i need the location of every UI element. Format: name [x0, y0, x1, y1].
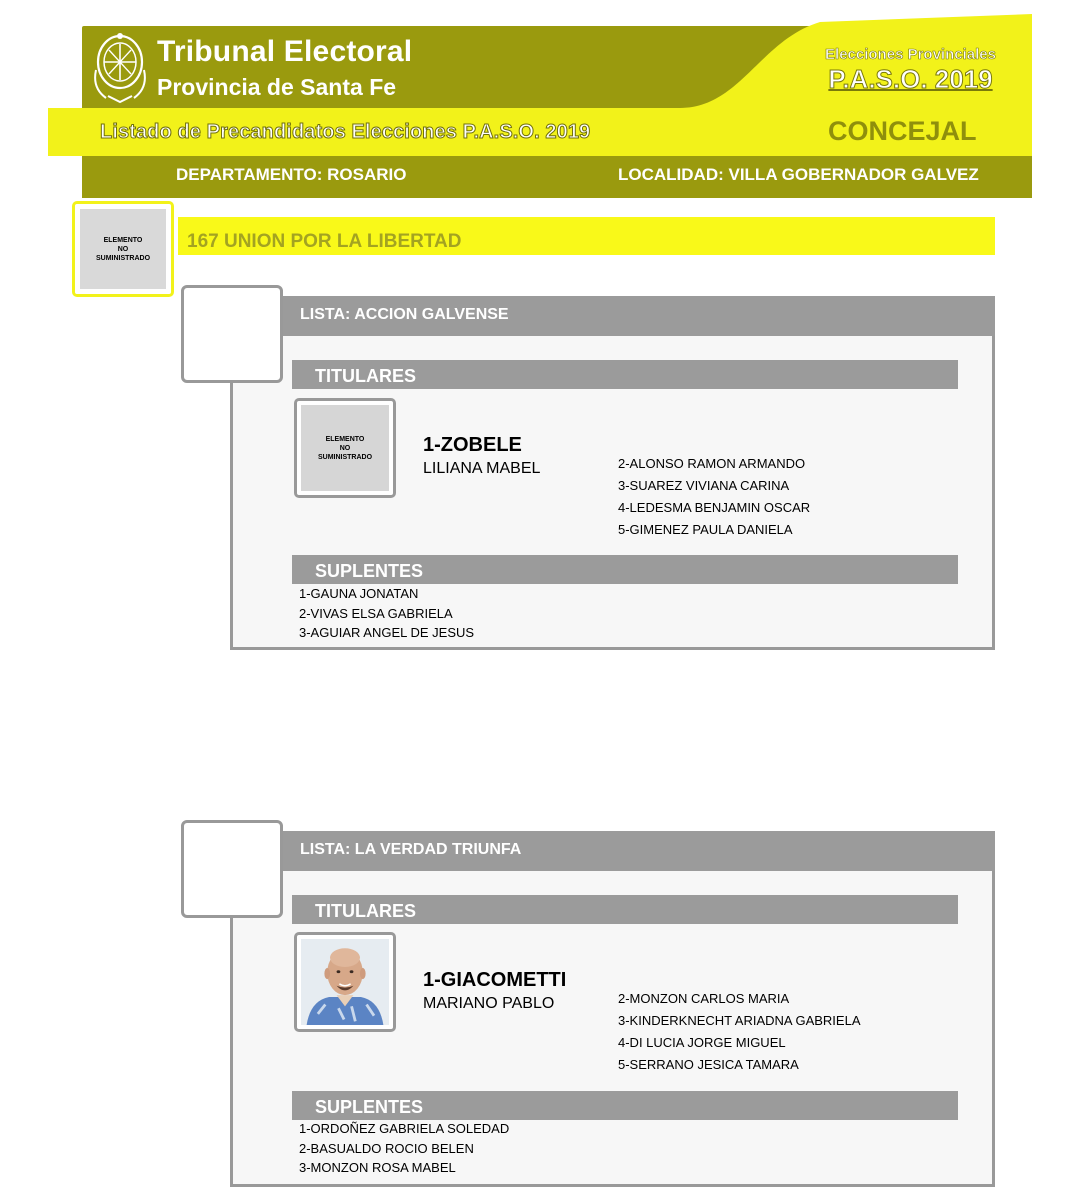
placeholder-text: NO	[117, 245, 129, 253]
candidate-photo-placeholder	[301, 405, 389, 491]
candidate-item: 4-DI LUCIA JORGE MIGUEL	[618, 1035, 786, 1050]
titulares-label: TITULARES	[315, 366, 416, 386]
list-logo	[181, 820, 283, 918]
party-name: 167 UNION POR LA LIBERTAD	[187, 231, 462, 252]
list-title: LISTA: LA VERDAD TRIUNFA	[300, 841, 522, 858]
localidad-label: LOCALIDAD: VILLA GOBERNADOR GALVEZ	[618, 165, 979, 184]
suplentes-label: SUPLENTES	[315, 1097, 424, 1117]
candidate-item: 5-SERRANO JESICA TAMARA	[618, 1057, 799, 1072]
suplente-item: 1-GAUNA JONATAN	[299, 586, 419, 601]
candidate-item: 3-KINDERKNECHT ARIADNA GABRIELA	[618, 1013, 861, 1028]
candidate-portrait-photo	[301, 939, 389, 1025]
org-name: Tribunal Electoral	[157, 35, 413, 68]
list-title: LISTA: ACCION GALVENSE	[300, 306, 509, 323]
suplente-item: 3-MONZON ROSA MABEL	[299, 1160, 456, 1175]
document-subtitle: Listado de Precandidatos Elecciones P.A.S.O. 2019	[100, 121, 591, 143]
titulares-label: TITULARES	[315, 901, 416, 921]
province-name: Provincia de Santa Fe	[157, 74, 397, 100]
head-candidate-given-name: LILIANA MABEL	[423, 460, 541, 477]
candidate-item: 2-ALONSO RAMON ARMANDO	[618, 456, 806, 471]
suplentes-label: SUPLENTES	[315, 561, 424, 581]
candidate-item: 5-GIMENEZ PAULA DANIELA	[618, 522, 793, 537]
candidate-photo	[294, 398, 396, 498]
party-logo-placeholder	[80, 209, 166, 289]
head-candidate-given-name: MARIANO PABLO	[423, 995, 555, 1012]
head-candidate-surname: 1-GIACOMETTI	[423, 969, 567, 991]
candidate-item: 3-SUAREZ VIVIANA CARINA	[618, 478, 790, 493]
departamento-label: DEPARTAMENTO: ROSARIO	[176, 165, 407, 184]
category-label: CONCEJAL	[828, 116, 977, 146]
list-logo	[181, 285, 283, 383]
candidate-item: 2-MONZON CARLOS MARIA	[618, 991, 790, 1006]
placeholder-text: ELEMENTO	[325, 435, 365, 443]
candidate-item: 4-LEDESMA BENJAMIN OSCAR	[618, 500, 811, 515]
suplente-item: 1-ORDOÑEZ GABRIELA SOLEDAD	[299, 1121, 510, 1136]
party-logo	[72, 201, 174, 297]
placeholder-text: SUMINISTRADO	[95, 254, 151, 262]
placeholder-text: SUMINISTRADO	[317, 453, 373, 461]
provincial-seal-icon	[90, 30, 150, 106]
candidate-portrait-icon	[301, 939, 389, 1025]
election-badge-line1: Elecciones Provinciales	[825, 46, 996, 63]
placeholder-text: NO	[339, 444, 351, 452]
head-candidate-surname: 1-ZOBELE	[423, 434, 522, 456]
suplente-item: 2-BASUALDO ROCIO BELEN	[299, 1141, 474, 1156]
suplente-item: 2-VIVAS ELSA GABRIELA	[299, 606, 453, 621]
candidate-photo	[294, 932, 396, 1032]
suplente-item: 3-AGUIAR ANGEL DE JESUS	[299, 625, 475, 640]
election-badge-line2: P.A.S.O. 2019	[828, 64, 993, 94]
placeholder-text: ELEMENTO	[103, 236, 143, 244]
